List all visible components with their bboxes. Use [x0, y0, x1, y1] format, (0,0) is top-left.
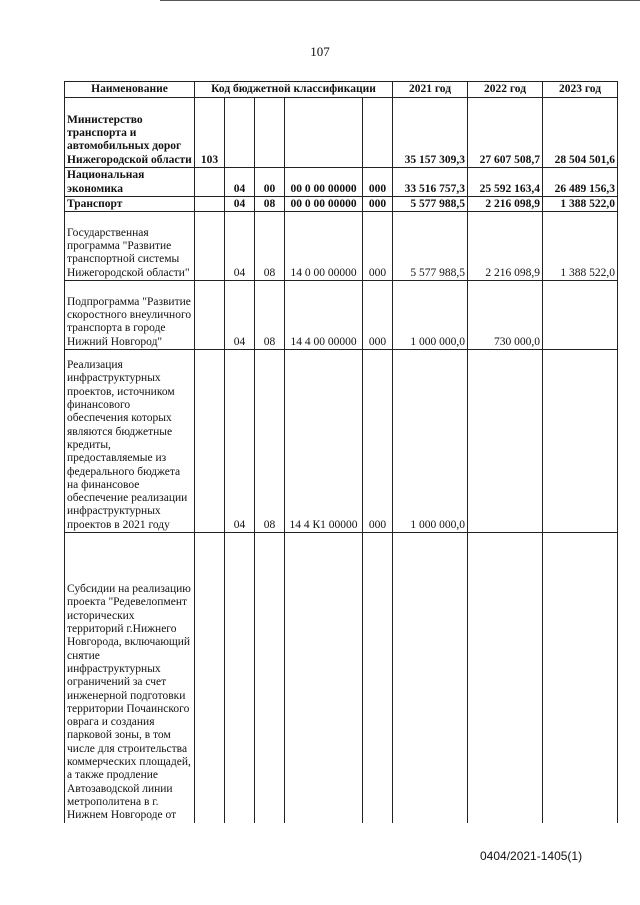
row-2021: 5 577 988,5 [393, 197, 468, 212]
header-2023: 2023 год [543, 82, 618, 98]
row-2021: 1 000 000,0 [393, 350, 468, 533]
document-code: 0404/2021-1405(1) [480, 849, 583, 863]
row-2021: 1 000 000,0 [393, 281, 468, 350]
table-row [65, 350, 618, 533]
row-rz: 04 [225, 281, 255, 350]
row-csr: 00 0 00 00000 [285, 197, 363, 212]
row-csr: 14 4 00 00000 [285, 281, 363, 350]
header-2021: 2021 год [393, 82, 468, 98]
row-ved [195, 281, 225, 350]
row-name: Государственная программа "Развитие транспортной системы Нижегородской области" [65, 212, 195, 281]
row-2021: 35 157 309,3 [393, 98, 468, 168]
table-row [65, 197, 618, 212]
row-vr: 000 [363, 212, 393, 281]
row-pr: 08 [255, 281, 285, 350]
row-2023 [543, 281, 618, 350]
row-2022: 2 216 098,9 [468, 197, 543, 212]
row-ved [195, 168, 225, 197]
row-2021: 33 516 757,3 [393, 168, 468, 197]
row-ved [195, 350, 225, 533]
row-vr: 000 [363, 197, 393, 212]
row-2023: 1 388 522,0 [543, 197, 618, 212]
header-name: Наименование [65, 82, 195, 98]
row-ved [195, 533, 225, 823]
row-csr: 14 0 00 00000 [285, 212, 363, 281]
row-name: Субсидии на реализацию проекта "Редевелопмент исторических территорий г.Нижнего Новгорода, включающий снятие инфраструктурных ограничений за счет инженерной подготовки территории Почаинского оврага и создания парковой зоны, в том числе для строительства коммерческих площадей, а также продление Автозаводской линии метрополитена в г. Нижнем Новгороде от [65, 533, 195, 823]
row-pr: 08 [255, 212, 285, 281]
row-2021 [393, 533, 468, 823]
row-csr [285, 98, 363, 168]
table-row [65, 281, 618, 350]
row-csr: 14 4 К1 00000 [285, 350, 363, 533]
top-edge-line [160, 0, 640, 1]
row-2021: 5 577 988,5 [393, 212, 468, 281]
row-2022 [468, 350, 543, 533]
table-row [65, 533, 618, 823]
header-2022: 2022 год [468, 82, 543, 98]
row-vr [363, 533, 393, 823]
row-pr [255, 533, 285, 823]
row-name: Национальная экономика [65, 168, 195, 197]
row-name: Подпрограмма "Развитие скоростного внеуличного транспорта в городе Нижний Новгород" [65, 281, 195, 350]
header-code: Код бюджетной классификации [195, 82, 393, 98]
table-row [65, 212, 618, 281]
row-ved [195, 212, 225, 281]
row-ved: 103 [195, 98, 225, 168]
row-rz [225, 533, 255, 823]
row-name: Транспорт [65, 197, 195, 212]
row-rz: 04 [225, 197, 255, 212]
row-csr [285, 533, 363, 823]
row-vr [363, 98, 393, 168]
row-2022: 2 216 098,9 [468, 212, 543, 281]
table-header-row [65, 82, 618, 98]
row-pr: 08 [255, 197, 285, 212]
row-2023: 1 388 522,0 [543, 212, 618, 281]
row-rz [225, 98, 255, 168]
row-2023 [543, 350, 618, 533]
table-row [65, 168, 618, 197]
row-vr: 000 [363, 168, 393, 197]
row-vr: 000 [363, 350, 393, 533]
row-2023 [543, 533, 618, 823]
row-2022: 27 607 508,7 [468, 98, 543, 168]
budget-table [64, 81, 618, 823]
row-rz: 04 [225, 212, 255, 281]
row-ved [195, 197, 225, 212]
row-2022: 730 000,0 [468, 281, 543, 350]
row-name: Реализация инфраструктурных проектов, источником финансового обеспечения которых являются бюджетные кредиты, предоставляемые из федерального бюджета на финансовое обеспечение реализации инфраструктурных проектов в 2021 году [65, 350, 195, 533]
row-pr: 08 [255, 350, 285, 533]
page-number: 107 [310, 44, 330, 59]
row-2023: 26 489 156,3 [543, 168, 618, 197]
row-2022 [468, 533, 543, 823]
row-pr [255, 98, 285, 168]
row-pr: 00 [255, 168, 285, 197]
row-name: Министерство транспорта и автомобильных дорог Нижегородской области [65, 98, 195, 168]
row-2022: 25 592 163,4 [468, 168, 543, 197]
row-csr: 00 0 00 00000 [285, 168, 363, 197]
row-vr: 000 [363, 281, 393, 350]
row-rz: 04 [225, 168, 255, 197]
table-row [65, 98, 618, 168]
row-rz: 04 [225, 350, 255, 533]
row-2023: 28 504 501,6 [543, 98, 618, 168]
